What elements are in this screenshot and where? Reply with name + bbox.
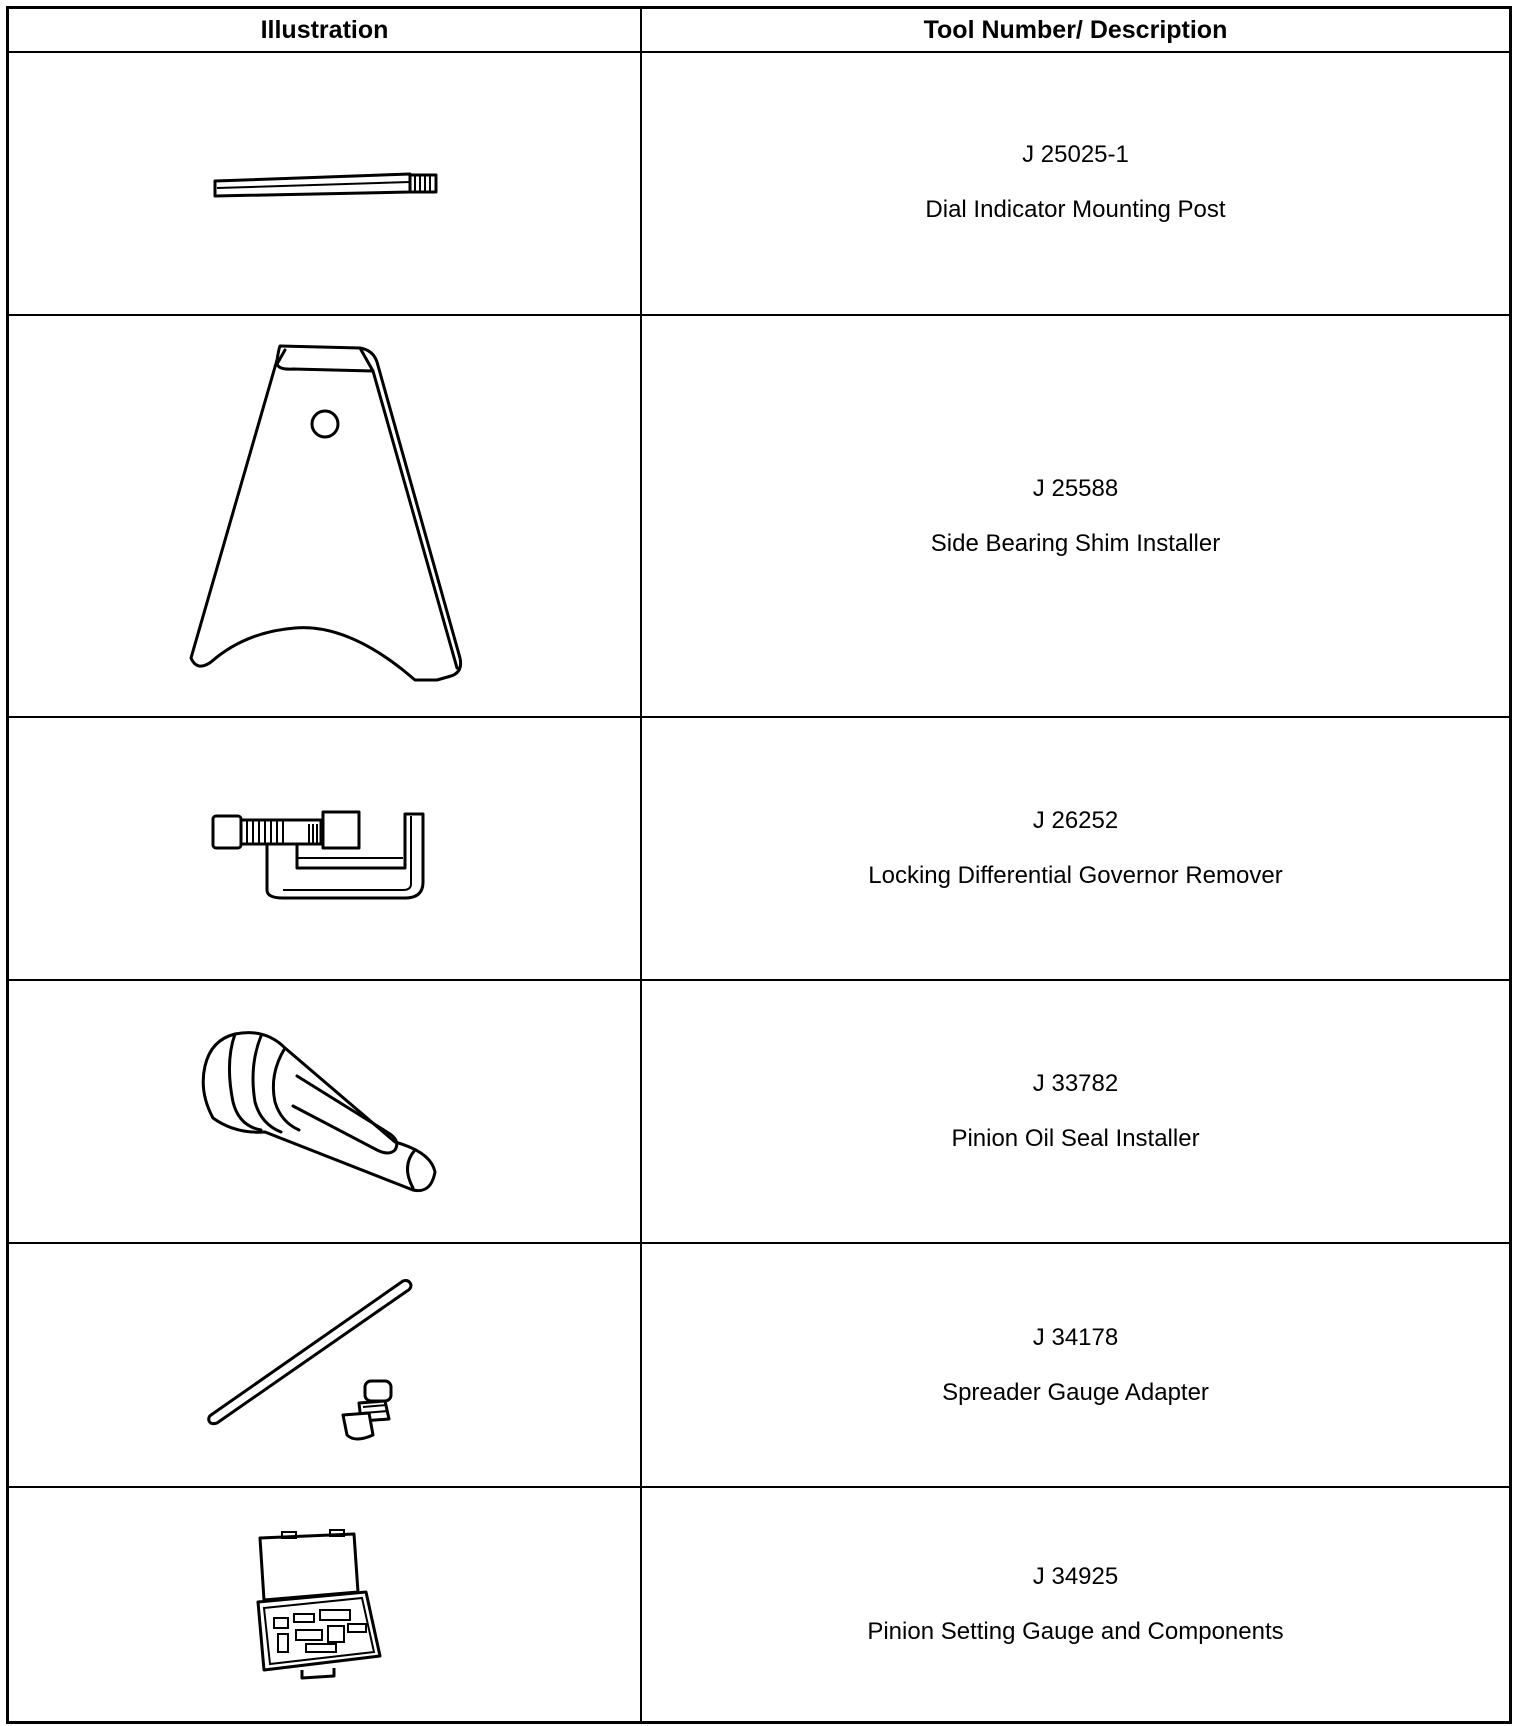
tool-table [6,6,1512,1724]
description-cell [642,718,1509,979]
illustration-cell [9,51,640,314]
description-cell [642,1488,1509,1721]
tool-number: J 26252 [1032,807,1119,834]
tool-description: Locking Differential Governor Remover [868,862,1283,889]
table-header [9,9,1509,53]
illustration-cell [9,316,640,716]
tool-description: Dial Indicator Mounting Post [925,196,1226,223]
gauge-adapter-icon [205,1275,445,1455]
tool-description: Side Bearing Shim Installer [930,529,1221,557]
table-row [9,51,1509,316]
tool-number: J 25588 [1032,474,1119,502]
header-illustration: Illustration [260,16,389,44]
table-row [9,1488,1509,1721]
mounting-post-icon [205,158,445,208]
header-tool-description: Tool Number/ Description [923,16,1228,44]
illustration-cell [9,981,640,1242]
table-row [9,981,1509,1244]
description-cell [642,316,1509,716]
table-row [9,1244,1509,1488]
description-cell [642,1244,1509,1486]
tool-number: J 34925 [1032,1563,1119,1590]
tool-description: Pinion Oil Seal Installer [951,1125,1200,1152]
tool-description: Spreader Gauge Adapter [942,1378,1209,1406]
governor-remover-icon [205,794,445,904]
tool-number: J 33782 [1032,1070,1119,1097]
illustration-cell [9,1488,640,1721]
description-cell [642,981,1509,1242]
tool-description: Pinion Setting Gauge and Components [867,1618,1284,1645]
table-row [9,316,1509,718]
illustration-cell [9,1244,640,1486]
tool-number: J 34178 [1032,1323,1119,1351]
shim-installer-icon [175,336,475,696]
tool-number: J 25025-1 [1022,141,1129,168]
description-cell [642,51,1509,314]
illustration-cell [9,718,640,979]
table-row [9,718,1509,981]
seal-installer-icon [195,1022,455,1202]
gauge-kit-icon [250,1530,400,1680]
